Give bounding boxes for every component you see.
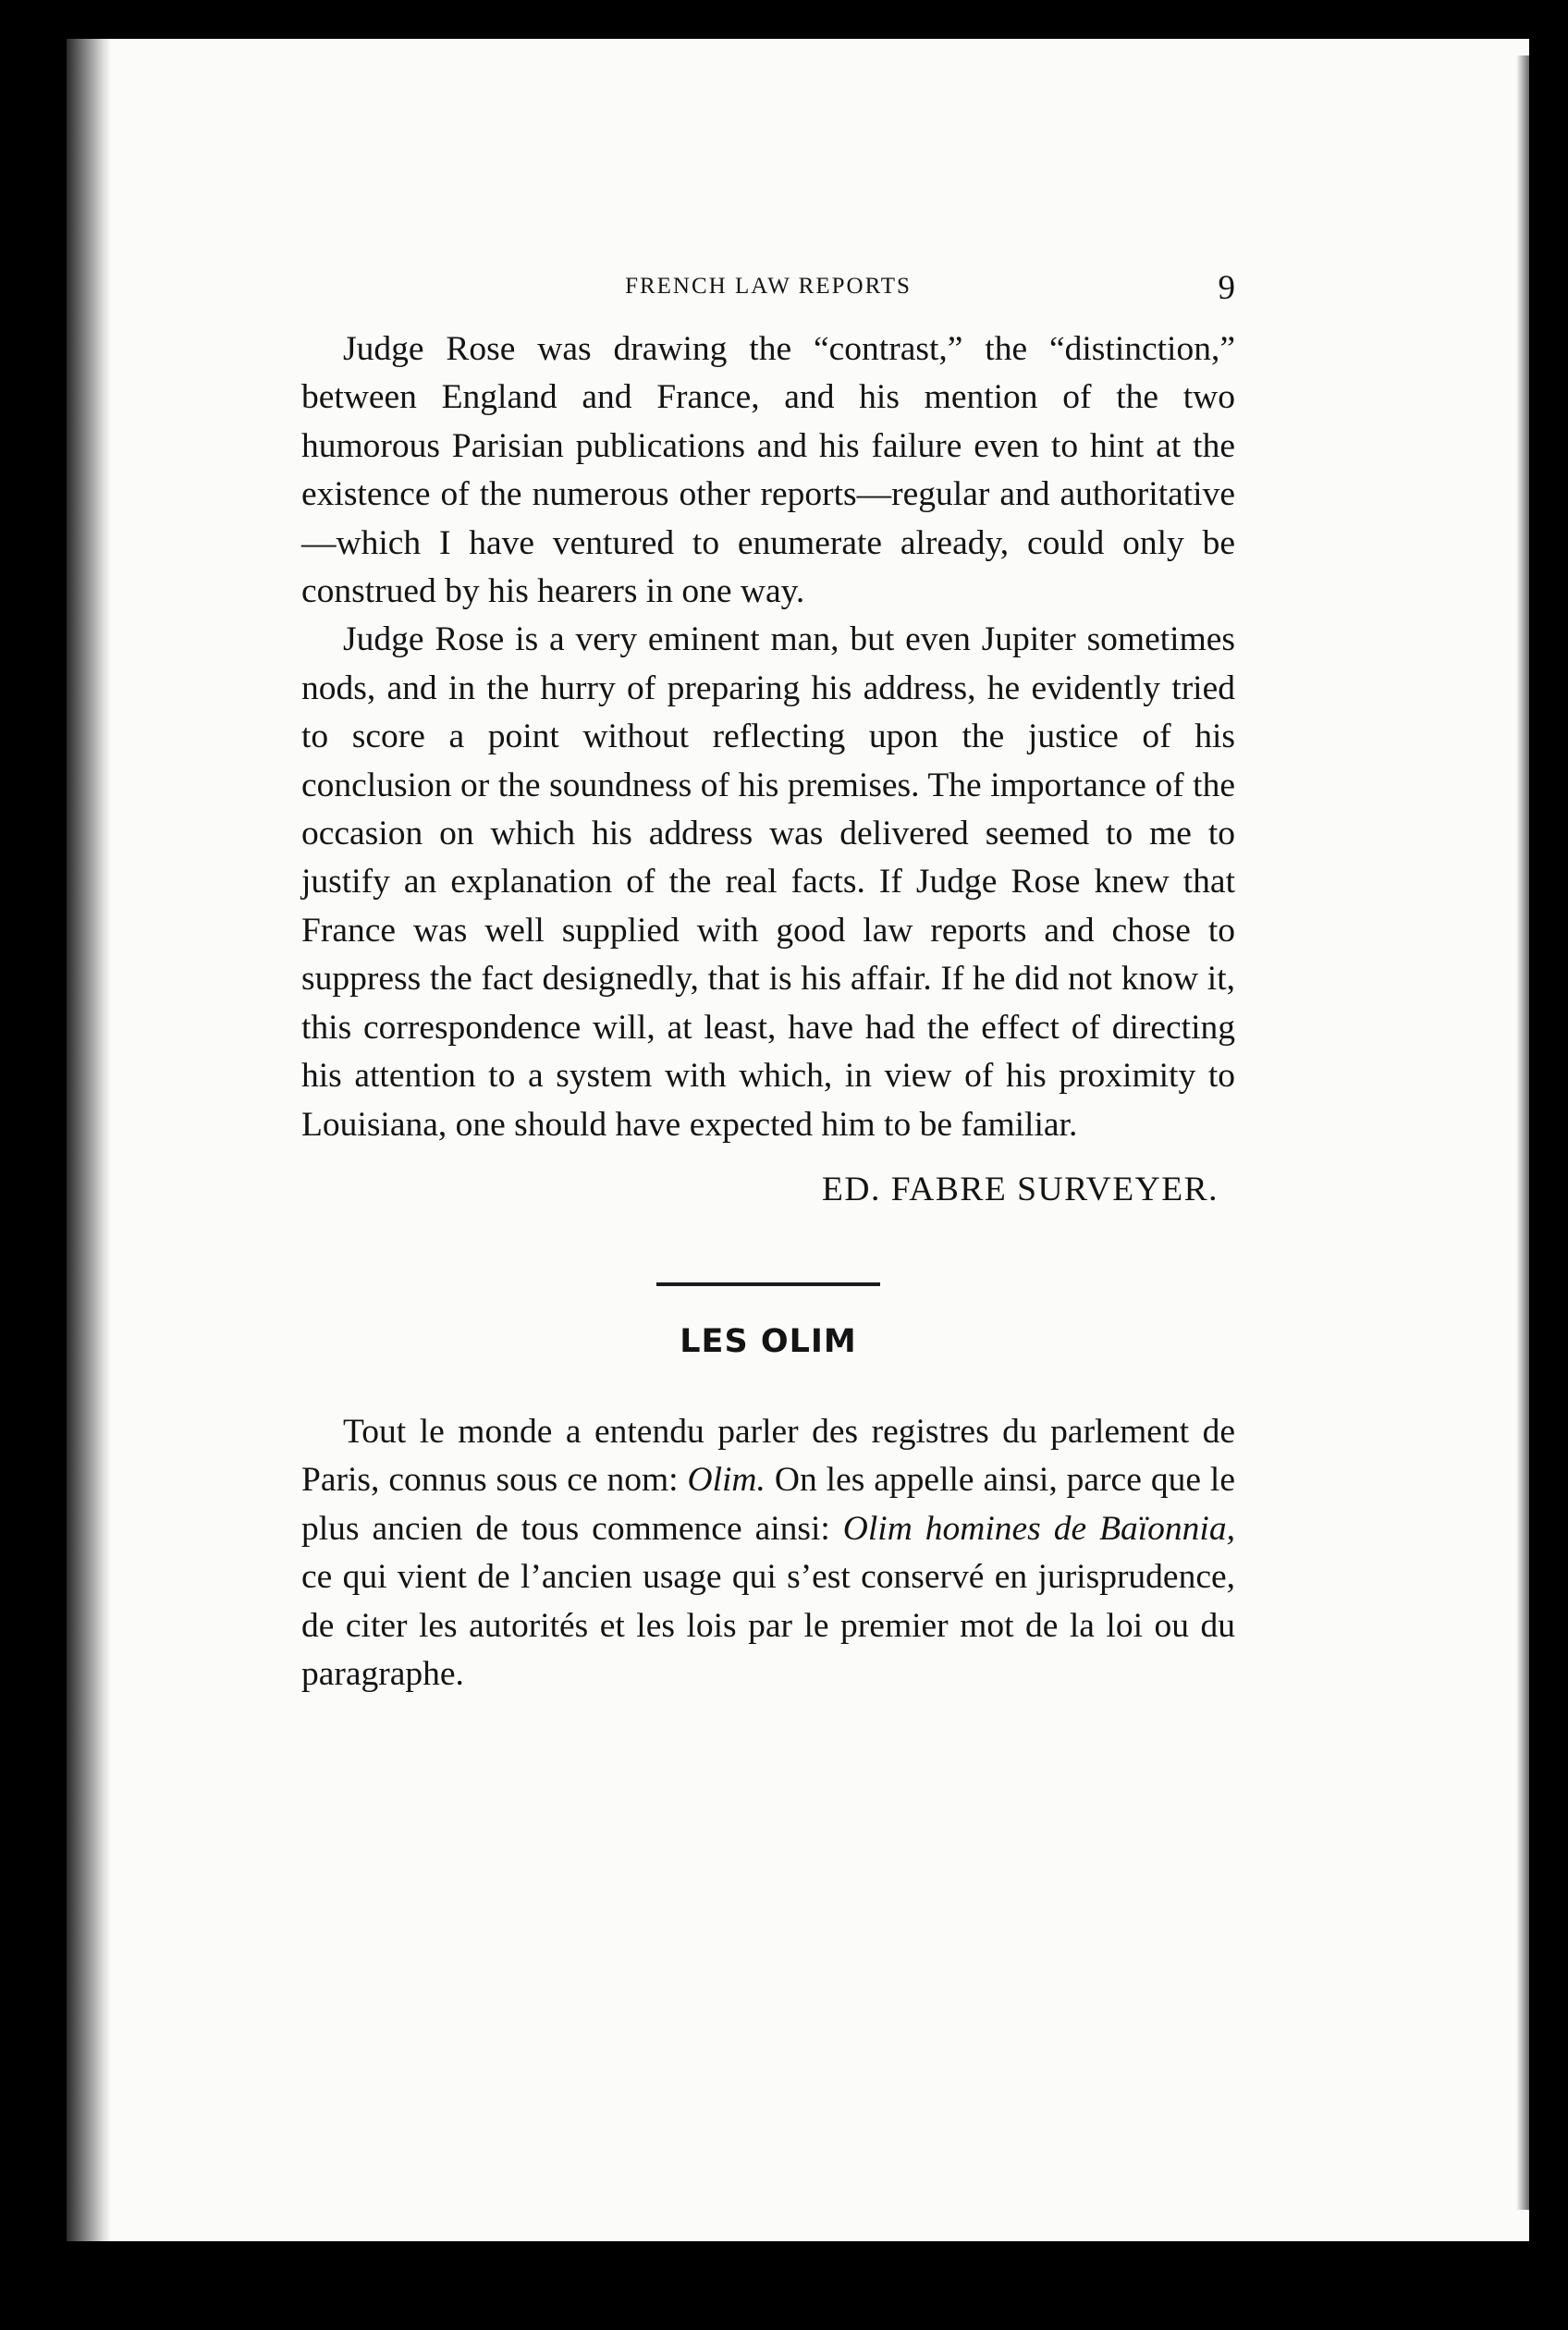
section-title: LES OLIM xyxy=(680,1322,857,1360)
paragraph-1: Judge Rose was drawing the “contrast,” the “distinction,” between England and France, and his mention of the two humorous Parisian publications and his failure even to hint at the existence of the numerous other reports—regular and authoritative—which I have ventured to enumerate already, could only be construed by his hearers in one way. xyxy=(301,330,1235,611)
italic-quote-olim-homines: Olim homines de Baïonnia, xyxy=(842,1509,1235,1548)
running-head xyxy=(301,268,1235,309)
section-paragraph-text-2: On les appelle ainsi, parce que le plus ancien de tous commence ainsi: xyxy=(301,1461,1235,1548)
section-paragraph-text-3: ce qui vient de l’ancien usage qui s’est conservé en jurisprudence, de citer les autorités et les lois par le premier mot de la loi ou du paragraphe. xyxy=(301,1558,1235,1693)
section-divider xyxy=(656,1282,880,1286)
running-title: FRENCH LAW REPORTS xyxy=(625,274,912,299)
author-signature: ED. FABRE SURVEYER. xyxy=(821,1170,1219,1208)
paragraph-2: Judge Rose is a very eminent man, but even Jupiter sometimes nods, and in the hurry of preparing his address, he evidently tried to score a point without reflecting upon the justice of his conclusion or the soundness of his premises. The importance of the occasion on which his address was delivered seemed to me to justify an explanation of the real facts. If Judge Rose knew that France was well supplied with good law reports and chose to suppress the fact designedly, that is his affair. If he did not know it, this correspondence will, at least, have had the effect of directing his attention to a system with which, in view of his proximity to Louisiana, one should have expected him to be familiar. xyxy=(301,620,1235,1144)
section-paragraph xyxy=(301,1408,1235,1698)
section-paragraph-text-1: Tout le monde a entendu parler des registres du parlement de Paris, connus sous ce nom: xyxy=(301,1412,1235,1500)
page-gutter-shadow xyxy=(67,39,111,2241)
text-block xyxy=(301,268,1235,1698)
page-edge-shadow xyxy=(1516,55,1529,2210)
page-number: 9 xyxy=(1218,269,1235,307)
italic-term-olim: Olim. xyxy=(687,1461,766,1500)
